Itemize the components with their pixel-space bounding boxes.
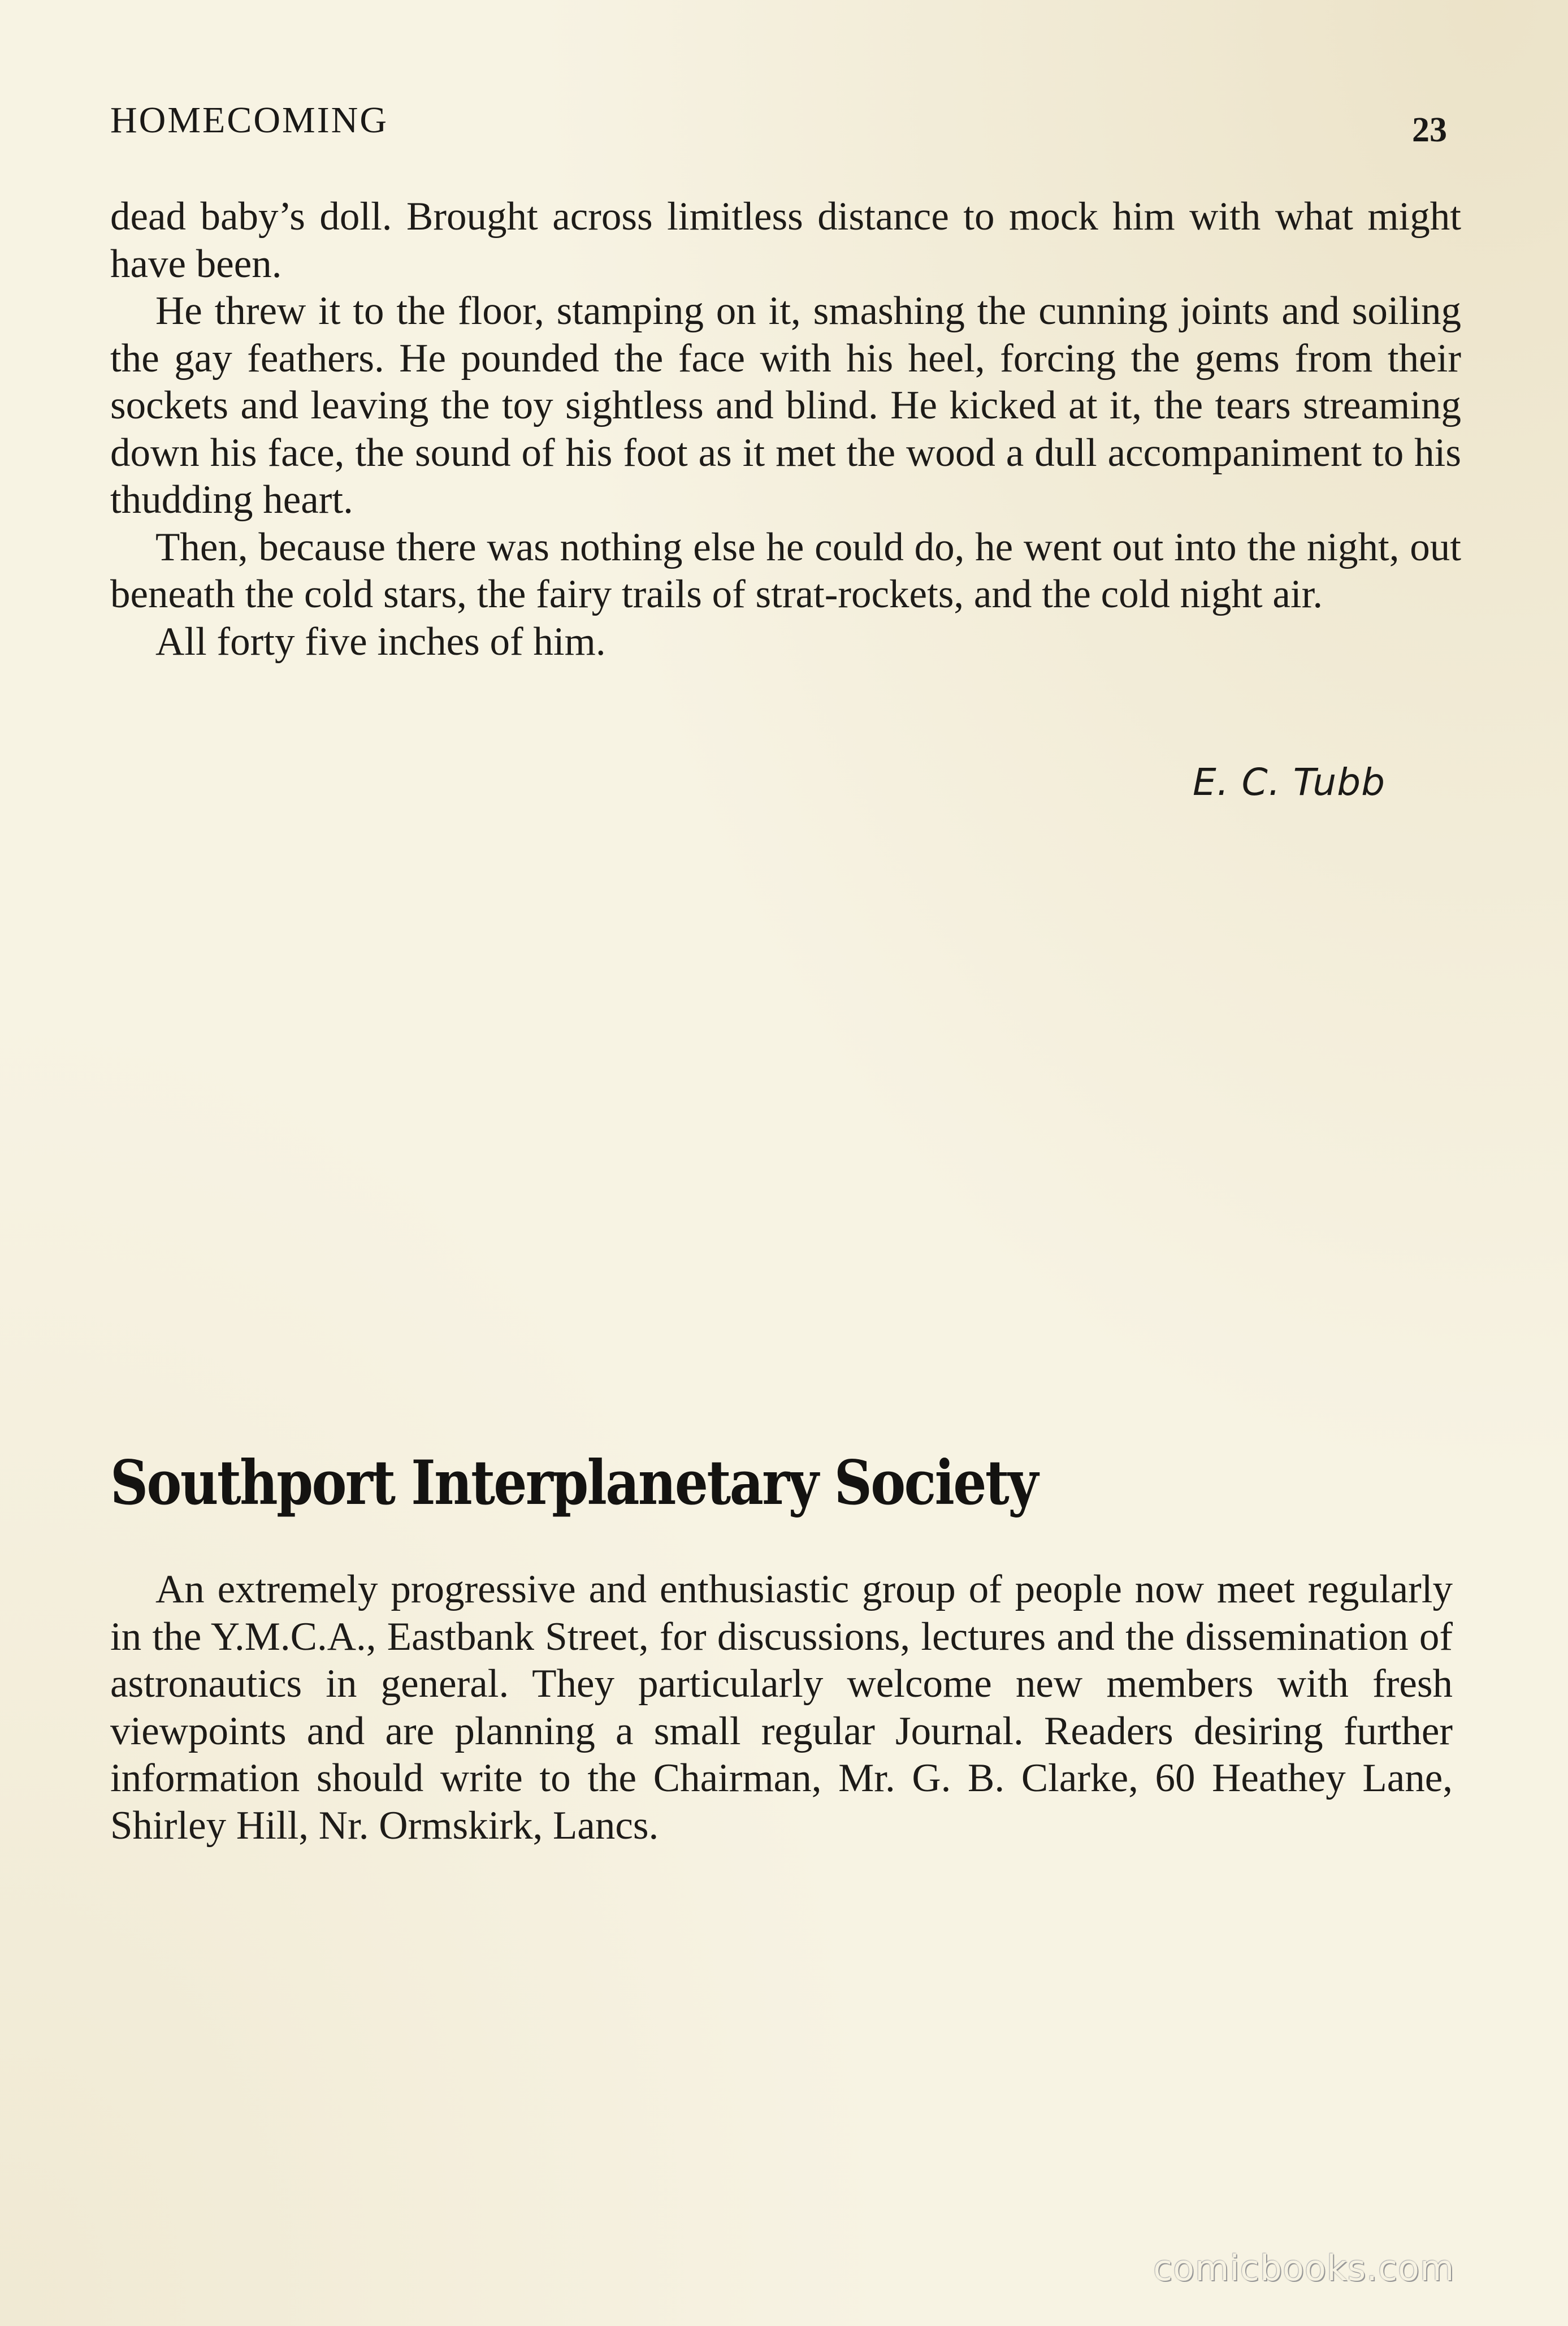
notice-text bbox=[110, 1566, 1453, 1849]
story-paragraph: All forty five inches of him. bbox=[155, 619, 606, 664]
notice-heading: Southport Interplanetary Society bbox=[110, 1447, 1037, 1519]
story-paragraph: He threw it to the floor, stamping on it, smashing the cunning joints and soiling the gay feathers. He pounded the face with his heel, forcing the gems from their sockets and leaving the toy sightless and blind. He kicked at it, the tears streaming down his face, the sound of his foot as it met the wood a dull accompaniment to his thudding heart. bbox=[110, 289, 1461, 522]
story-paragraph: Then, because there was nothing else he could do, he went out into the night, out beneath the cold stars, the fairy trails of strat-rockets, and the cold night air. bbox=[110, 525, 1461, 616]
author-byline: E. C. Tubb bbox=[1193, 760, 1385, 804]
watermark-logo: comicbooks.com bbox=[1153, 2247, 1455, 2289]
running-title: HOMECOMING bbox=[110, 100, 388, 141]
story-paragraph: dead baby’s doll. Brought across limitless distance to mock him with what might have been. bbox=[110, 194, 1461, 286]
notice-paragraph: An extremely progressive and enthusiastic group of people now meet regularly in the Y.M.C.A., Eastbank Street, for discussions, lectures and the dissemination of astronautics in general. They particularly welcome new members with fresh viewpoints and are planning a small regular Journal. Readers desiring further information should write to the Chairman, Mr. G. B. Clarke, 60 Heathey Lane, Shirley Hill, Nr. Ormskirk, Lancs. bbox=[110, 1567, 1453, 1848]
page-number: 23 bbox=[1412, 111, 1447, 149]
story-text bbox=[110, 193, 1461, 665]
